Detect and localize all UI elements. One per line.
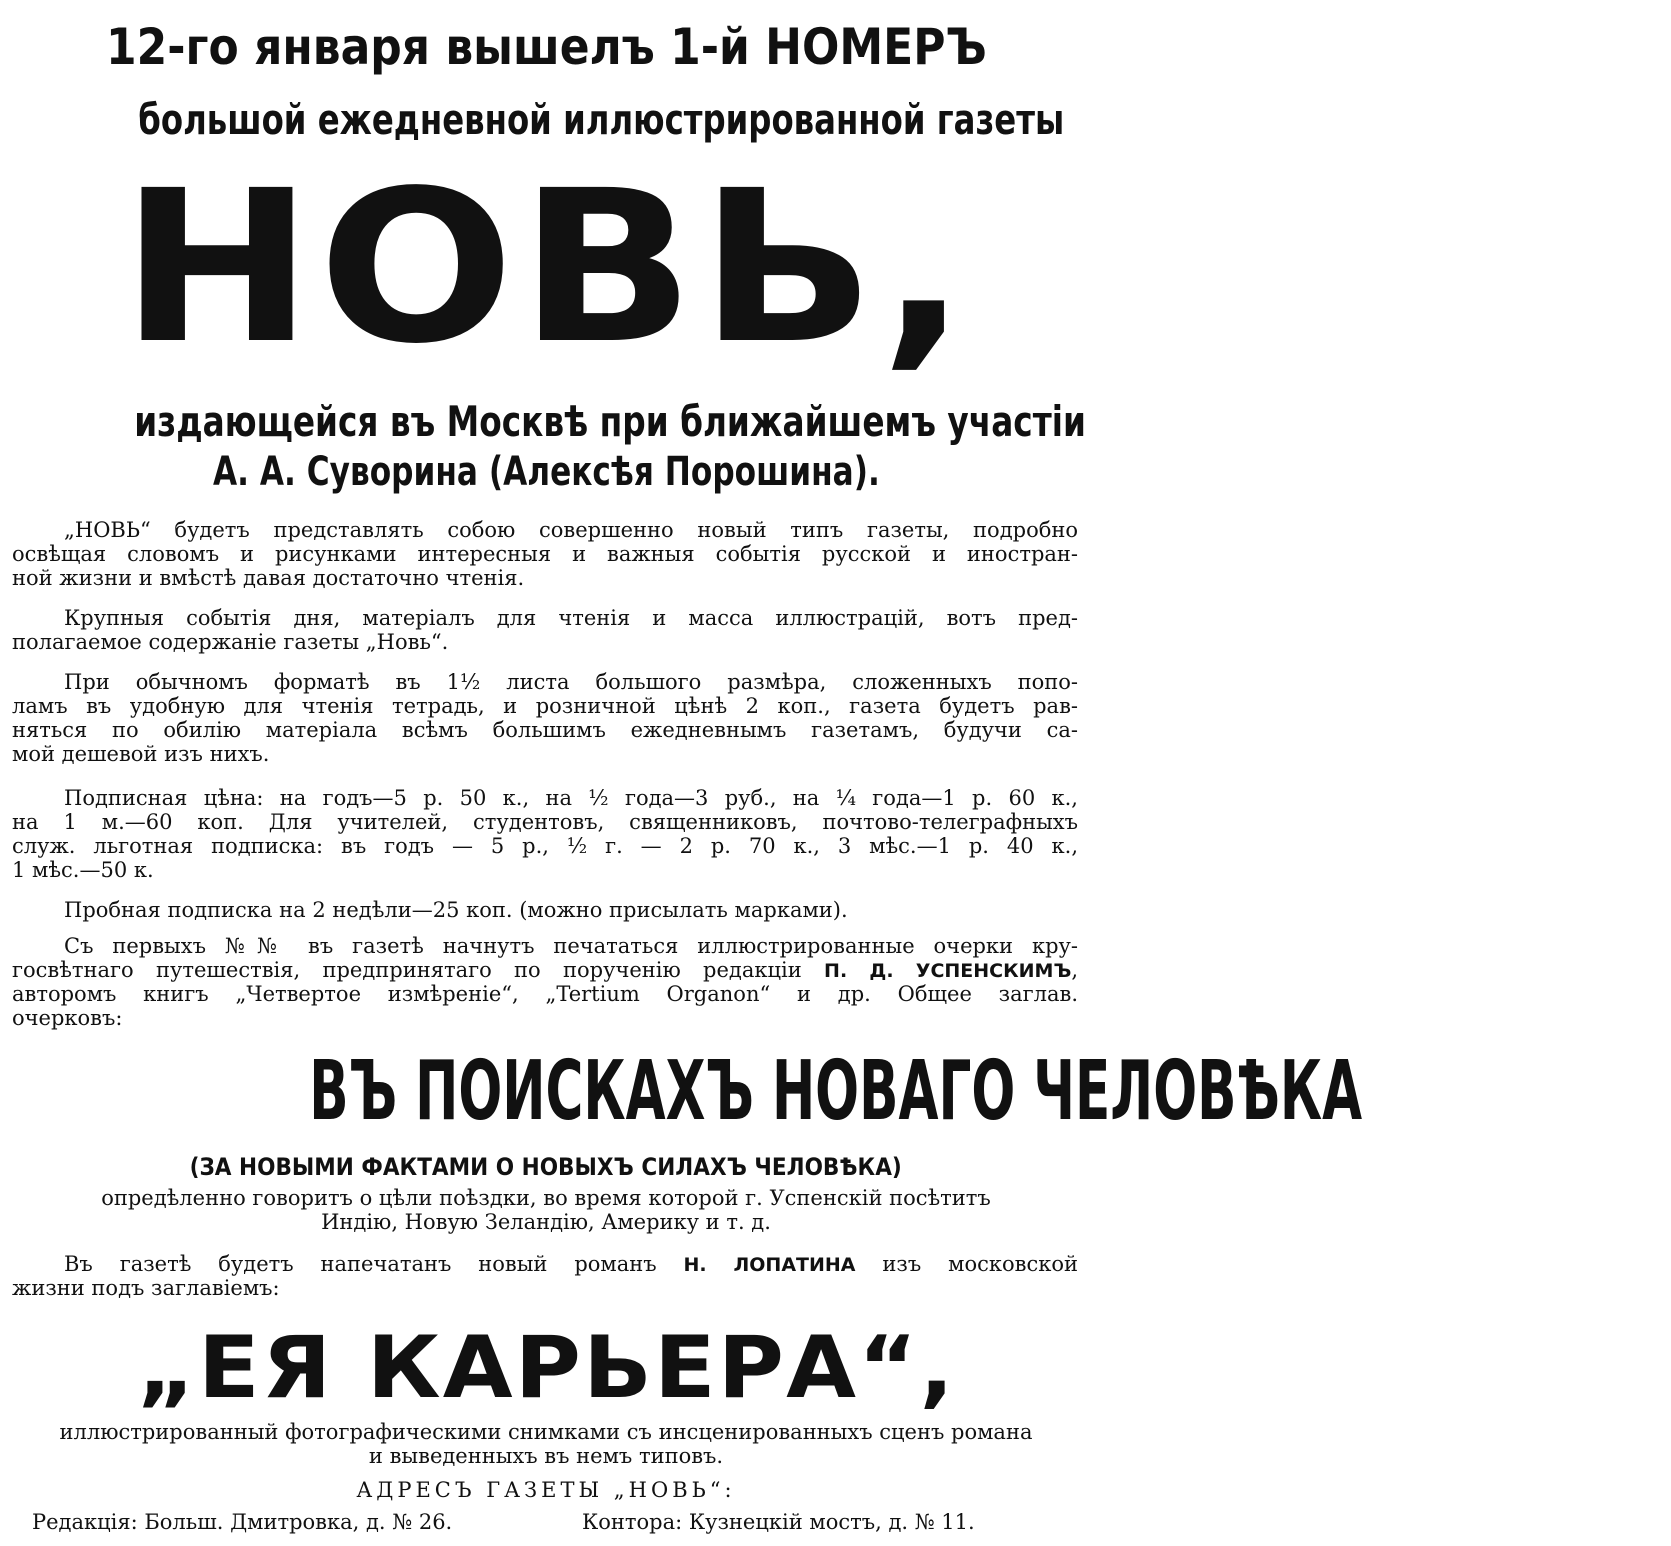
text-line bbox=[12, 958, 1078, 982]
masthead bbox=[0, 145, 1092, 390]
publisher-line bbox=[0, 394, 1092, 450]
text-line bbox=[12, 1252, 1078, 1276]
text-line: Крупныя событія дня, матеріалъ для чтенія и масса иллюстрацій, вотъ пред- bbox=[64, 606, 1078, 630]
text-line: няться по обилію матеріала всѣмъ большимъ ежедневнымъ газетамъ, будучи са- bbox=[12, 718, 1078, 742]
author-name-lopatin: Н. ЛОПАТИНА bbox=[683, 1254, 856, 1276]
text-line: ной жизни и вмѣстѣ давая достаточно чтенія. bbox=[12, 566, 525, 590]
text-line: очерковъ: bbox=[12, 1006, 123, 1030]
paragraph-intro bbox=[12, 518, 1078, 590]
text-line: Съ первыхъ №№ въ газетѣ начнутъ печататься иллюстрированные очерки кру- bbox=[64, 934, 1078, 958]
text-line: 1 мѣс.—50 к. bbox=[12, 858, 154, 882]
text-line: При обычномъ форматѣ въ 1½ листа большого размѣра, сложенныхъ попо- bbox=[64, 670, 1078, 694]
publisher-line-text: издающейся въ Москвѣ при ближайшемъ участіи bbox=[134, 397, 1086, 446]
newspaper-description-text: большой ежедневной иллюстрированной газеты bbox=[138, 95, 1065, 144]
editor-line bbox=[0, 446, 1092, 498]
paragraph-novel bbox=[12, 1252, 1078, 1300]
text-line: „НОВЬ“ будетъ представлять собою совершенно новый типъ газеты, подробно bbox=[64, 518, 1078, 542]
text-run: , bbox=[1071, 958, 1078, 982]
author-name-uspensky: П. Д. УСПЕНСКИМЪ bbox=[824, 960, 1072, 982]
paragraph-travel-essays bbox=[12, 934, 1078, 1030]
text-line: ламъ въ удобную для чтенія тетрадь, и розничной цѣнѣ 2 коп., газета будетъ рав- bbox=[12, 694, 1078, 718]
editor-line-text: А. А. Суворина (Алексѣя Порошина). bbox=[212, 449, 880, 495]
paragraph-format-price bbox=[12, 670, 1078, 766]
text-line: и выведенныхъ въ немъ типовъ. bbox=[368, 1444, 724, 1468]
paragraph-subscription bbox=[12, 786, 1078, 882]
illustrated-line1 bbox=[0, 1420, 1092, 1444]
text-line: служ. льготная подписка: въ годъ — 5 р., ½ г. — 2 р. 70 к., 3 мѣс.—1 р. 40 к., bbox=[12, 834, 1078, 858]
text-run: госвѣтнаго путешествія, предпринятаго по порученію редакціи bbox=[12, 958, 825, 982]
address-details bbox=[0, 1510, 1092, 1536]
masthead-title: НОВЬ, bbox=[120, 145, 972, 390]
office-address: Контора: Кузнецкій мостъ, д. № 11. bbox=[582, 1510, 975, 1534]
text-line: мой дешевой изъ нихъ. bbox=[12, 742, 270, 766]
address-title-text: АДРЕСЪ ГАЗЕТЫ „НОВЬ“: bbox=[356, 1478, 736, 1502]
text-run: изъ московской bbox=[855, 1252, 1078, 1276]
text-line: жизни подъ заглавіемъ: bbox=[12, 1276, 280, 1300]
text-line: авторомъ книгъ „Четвертое измѣреніе“, „Tertium Organon“ и др. Общее заглав. bbox=[12, 982, 1078, 1006]
text-line: Индію, Новую Зеландію, Америку и т. д. bbox=[321, 1210, 771, 1234]
essay-series-subtitle bbox=[0, 1150, 1092, 1184]
trip-description-line1 bbox=[0, 1186, 1092, 1210]
text-line: на 1 м.—60 коп. Для учителей, студентовъ, священниковъ, почтово-телеграфныхъ bbox=[12, 810, 1078, 834]
essay-series-subtitle-text: (ЗА НОВЫМИ ФАКТАМИ О НОВЫХЪ СИЛАХЪ ЧЕЛОВѢКА) bbox=[189, 1153, 903, 1181]
novel-title bbox=[0, 1318, 1092, 1418]
illustrated-line2 bbox=[0, 1444, 1092, 1468]
address-title bbox=[0, 1478, 1092, 1504]
paragraph-contents bbox=[12, 606, 1078, 654]
text-line: Пробная подписка на 2 недѣли—25 коп. (можно присылать марками). bbox=[64, 898, 848, 922]
text-line: полагаемое содержаніе газеты „Новь“. bbox=[12, 630, 449, 654]
essay-series-title bbox=[0, 1040, 1363, 1144]
text-line: освѣщая словомъ и рисунками интересныя и важныя событія русской и иностран- bbox=[12, 542, 1078, 566]
text-line: иллюстрированный фотографическими снимками съ инсценированныхъ сценъ романа bbox=[59, 1420, 1033, 1444]
editorial-address: Редакція: Больш. Дмитровка, д. № 26. bbox=[32, 1510, 453, 1534]
text-run: Въ газетѣ будетъ напечатанъ новый романъ bbox=[64, 1252, 684, 1276]
text-line: Подписная цѣна: на годъ—5 р. 50 к., на ½ года—3 руб., на ¼ года—1 р. 60 к., bbox=[64, 786, 1078, 810]
text-line: опредѣленно говоритъ о цѣли поѣздки, во время которой г. Успенскій посѣтитъ bbox=[101, 1186, 991, 1210]
issue-announcement-text: 12-го января вышелъ 1-й НОМЕРЪ bbox=[105, 18, 987, 76]
essay-series-title-text: ВЪ ПОИСКАХЪ НОВАГО ЧЕЛОВѢКА bbox=[309, 1044, 1363, 1139]
newspaper-description bbox=[0, 92, 1092, 148]
issue-announcement bbox=[0, 14, 1092, 80]
paragraph-trial bbox=[12, 898, 1078, 922]
trip-description-line2 bbox=[0, 1210, 1092, 1234]
novel-title-text: „ЕЯ КАРЬЕРА“, bbox=[136, 1318, 956, 1418]
